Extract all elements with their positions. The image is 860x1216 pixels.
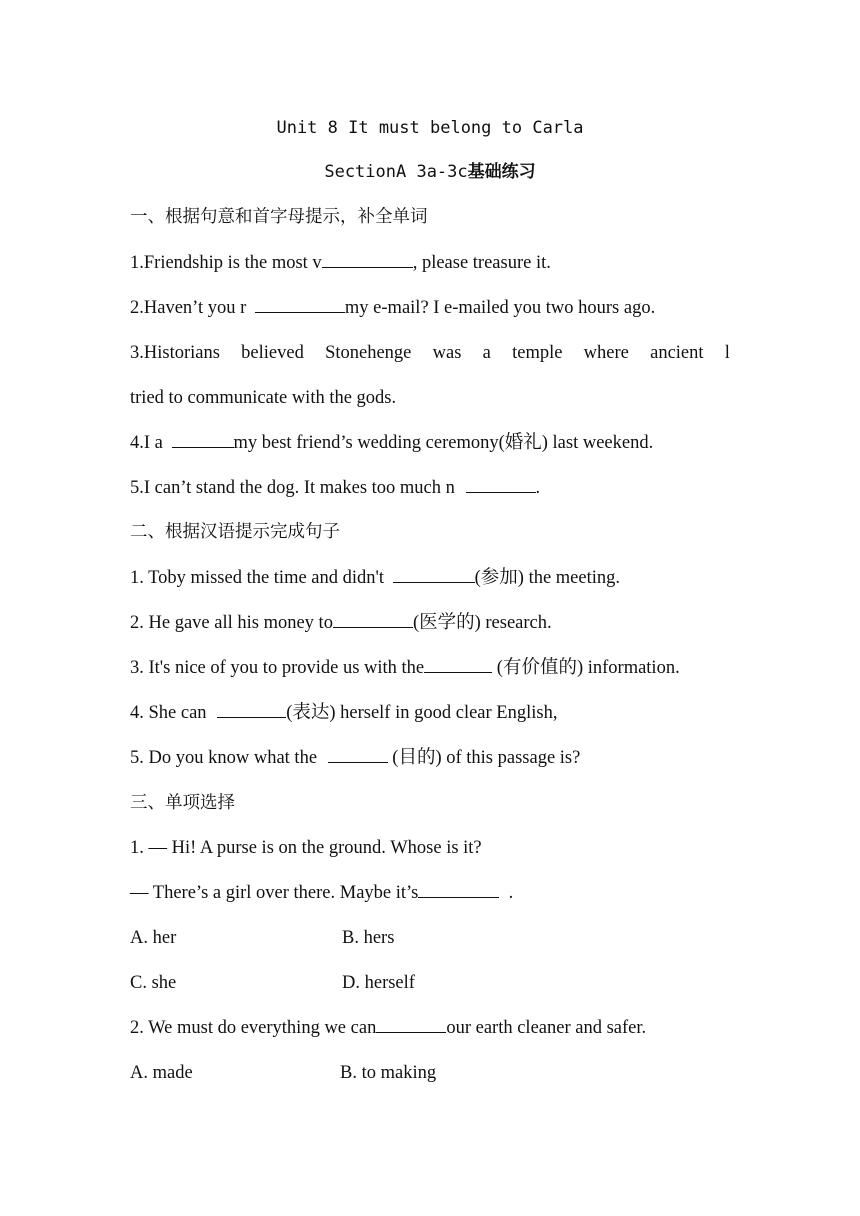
question-text: (参加) the meeting.: [474, 568, 621, 588]
answer-blank[interactable]: [328, 746, 388, 763]
answer-blank[interactable]: [466, 476, 536, 493]
question-text: 2.Haven’t you r: [130, 298, 251, 318]
question-word: was: [432, 343, 462, 363]
question-text: 5.I can’t stand the dog. It makes too much n: [130, 478, 460, 498]
worksheet-subtitle: [0, 160, 860, 184]
answer-blank[interactable]: [322, 251, 413, 268]
part2-question-5: [130, 745, 580, 771]
option-d[interactable]: D. herself: [342, 973, 415, 993]
question-text: .: [499, 883, 514, 903]
answer-blank[interactable]: [333, 611, 413, 628]
question-text: 3. It's nice of you to provide us with the: [130, 658, 425, 678]
part2-heading: 二、根据汉语提示完成句子: [130, 522, 340, 542]
question-text: .: [535, 478, 541, 498]
answer-blank[interactable]: [255, 296, 345, 313]
question-text: (表达) herself in good clear English,: [286, 703, 558, 723]
part1-question-5: [130, 475, 540, 501]
part2-question-1: [130, 565, 620, 591]
question-word: believed: [241, 343, 304, 363]
part1-question-1: [130, 250, 551, 276]
worksheet-title: Unit 8 It must belong to Carla: [276, 118, 584, 138]
question-text: my best friend’s wedding ceremony(婚礼) last weekend.: [233, 433, 654, 453]
question-word: l: [724, 343, 730, 363]
question-text: 4. She can: [130, 703, 212, 723]
part3-heading: 三、单项选择: [130, 793, 235, 813]
part2-question-3: [130, 655, 680, 681]
question-word: 3.Historians: [130, 343, 220, 363]
answer-blank[interactable]: [418, 881, 499, 898]
part3-question-1: 1. — Hi! A purse is on the ground. Whose is it?: [130, 838, 482, 858]
part2-question-2: [130, 610, 552, 636]
question-text: 1. Toby missed the time and didn't: [130, 568, 389, 588]
question-text: (目的) of this passage is?: [387, 748, 581, 768]
question-word: Stonehenge: [325, 343, 412, 363]
question-text: 1.Friendship is the most v: [130, 253, 322, 273]
option-b[interactable]: B. hers: [342, 928, 395, 948]
part3-question-2: [130, 1015, 646, 1041]
question-word: ancient: [650, 343, 704, 363]
answer-blank[interactable]: [217, 701, 286, 718]
question-text: (医学的) research.: [412, 613, 552, 633]
part1-question-3-continuation: tried to communicate with the gods.: [130, 388, 397, 408]
answer-blank[interactable]: [172, 431, 234, 448]
question-text: — There’s a girl over there. Maybe it’s: [130, 883, 419, 903]
option-c[interactable]: C. she: [130, 973, 177, 993]
question-text: my e-mail? I e-mailed you two hours ago.: [344, 298, 656, 318]
subtitle-label: 基础练习: [467, 162, 536, 182]
question-text: our earth cleaner and safer.: [446, 1018, 647, 1038]
option-a[interactable]: A. her: [130, 928, 177, 948]
answer-blank[interactable]: [376, 1016, 446, 1033]
answer-blank[interactable]: [393, 566, 475, 583]
question-text: , please treasure it.: [412, 253, 551, 273]
question-word: a: [482, 343, 491, 363]
part1-question-3: [130, 340, 730, 366]
option-a[interactable]: A. made: [130, 1063, 193, 1083]
question-text: 5. Do you know what the: [130, 748, 322, 768]
subtitle-section: SectionA 3a-3c: [324, 162, 468, 182]
part3-question-1-response: [130, 880, 513, 906]
question-text: 2. He gave all his money to: [130, 613, 333, 633]
part1-question-2: [130, 295, 655, 321]
part1-heading: 一、根据句意和首字母提示，补全单词: [130, 207, 428, 227]
part1-question-4: [130, 430, 653, 456]
question-text: (有价值的) information.: [492, 658, 680, 678]
part2-question-4: [130, 700, 557, 726]
question-word: where: [583, 343, 629, 363]
question-text: 2. We must do everything we can: [130, 1018, 377, 1038]
option-b[interactable]: B. to making: [340, 1063, 437, 1083]
question-word: temple: [512, 343, 563, 363]
question-text: 4.I a: [130, 433, 168, 453]
answer-blank[interactable]: [424, 656, 492, 673]
